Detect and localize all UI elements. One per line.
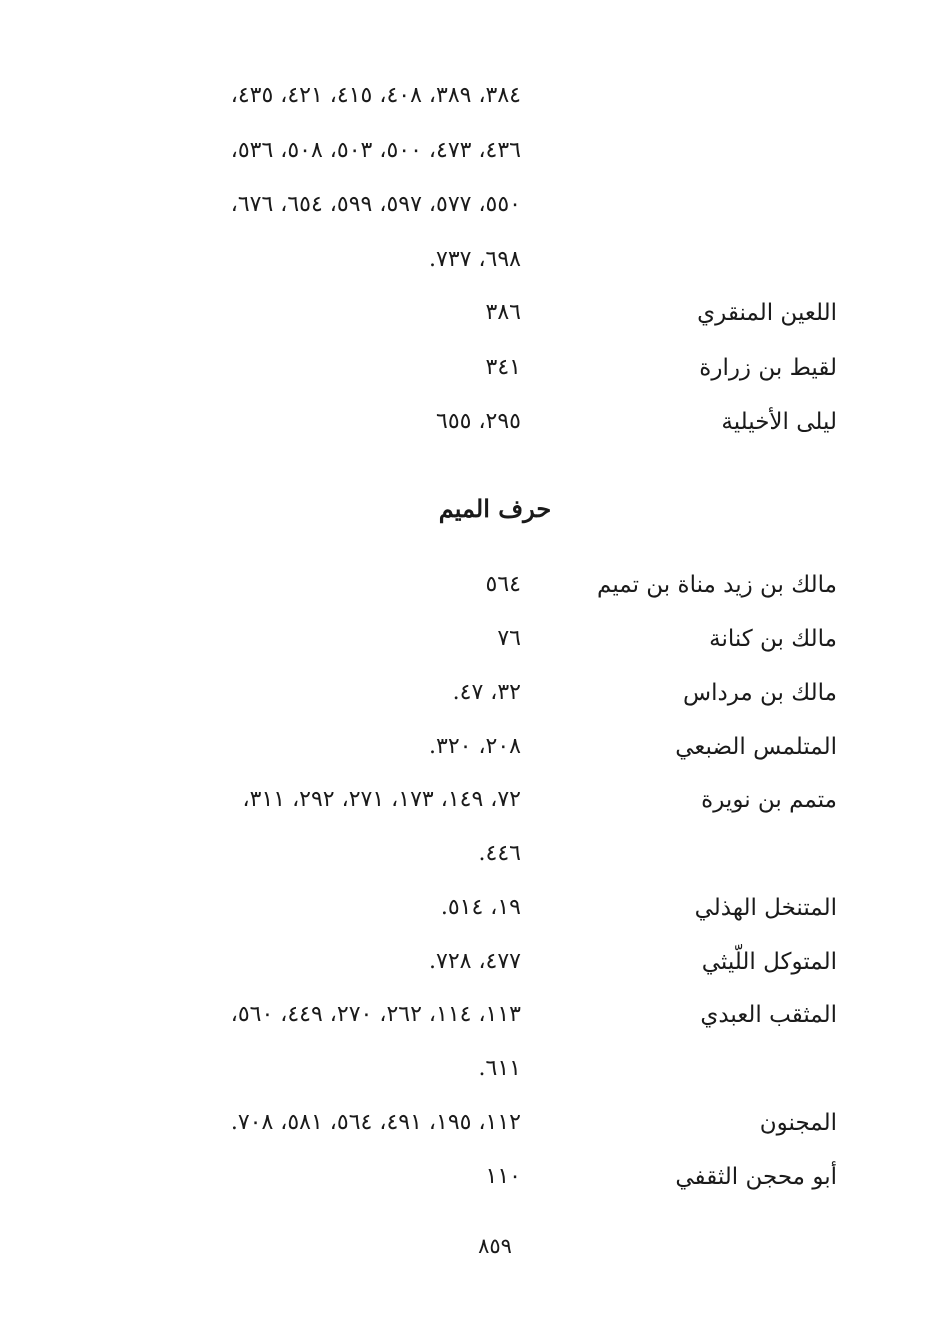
entry-name: المتلمس الضبعي [675,734,837,760]
entry-name: مالك بن زيد مناة بن تميم [597,572,837,598]
entry-name: المتنخل الهذلي [694,895,837,921]
entry-name: المجنون [759,1110,837,1136]
section-heading: حرف الميم [438,494,552,523]
entry-name [537,76,837,116]
entry-pages: ١١٣، ١١٤، ٢٦٢، ٢٧٠، ٤٤٩، ٥٦٠، [230,1002,521,1027]
entry-name: المتوكل اللّيثي [701,949,837,975]
entry-pages: ٧٢، ١٤٩، ١٧٣، ٢٧١، ٢٩٢، ٣١١، [242,787,521,812]
entry-name: متمم بن نويرة [701,787,837,813]
entry-name: ليلى الأخيلية [721,409,837,435]
entry-pages: ٢٩٥، ٦٥٥ [436,409,521,434]
entry-pages: ٣٨٦ [485,300,521,325]
entry-name: اللعين المنقري [697,300,837,326]
entry-name [537,1049,837,1089]
entry-pages: ٥٦٤ [485,572,521,597]
entry-pages: ٣٤١ [485,355,521,380]
entry-pages: ٣٨٤، ٣٨٩، ٤٠٨، ٤١٥، ٤٢١، ٤٣٥، [230,83,521,108]
entry-pages: ٣٢، ٤٧. [452,680,521,705]
entry-pages: ٢٠٨، ٣٢٠. [429,734,521,759]
entry-pages: ٦٩٨، ٧٣٧. [429,247,521,272]
entry-pages: ٥٥٠، ٥٧٧، ٥٩٧، ٥٩٩، ٦٥٤، ٦٧٦، [230,192,521,217]
entry-name: مالك بن مرداس [683,680,837,706]
entry-name: المثقب العبدي [700,1002,837,1028]
entry-name [537,185,837,225]
entry-name [537,834,837,874]
entry-name [537,240,837,280]
entry-pages: ٦١١. [478,1056,521,1081]
entry-pages: ٧٦ [497,626,521,651]
entry-pages: ٤٣٦، ٤٧٣، ٥٠٠، ٥٠٣، ٥٠٨، ٥٣٦، [230,138,521,163]
entry-pages: ١٩، ٥١٤. [440,895,521,920]
entry-name: أبو محجن الثقفي [675,1164,837,1190]
entry-name [537,131,837,171]
page-number: ٨٥٩ [478,1234,512,1258]
entry-name: لقيط بن زرارة [699,355,837,381]
entry-name: مالك بن كنانة [709,626,837,652]
entry-pages: ١١٠ [485,1164,521,1189]
entry-pages: ١١٢، ١٩٥، ٤٩١، ٥٦٤، ٥٨١، ٧٠٨. [230,1110,521,1135]
entry-pages: ٤٧٧، ٧٢٨. [429,949,521,974]
entry-pages: ٤٤٦. [478,841,521,866]
